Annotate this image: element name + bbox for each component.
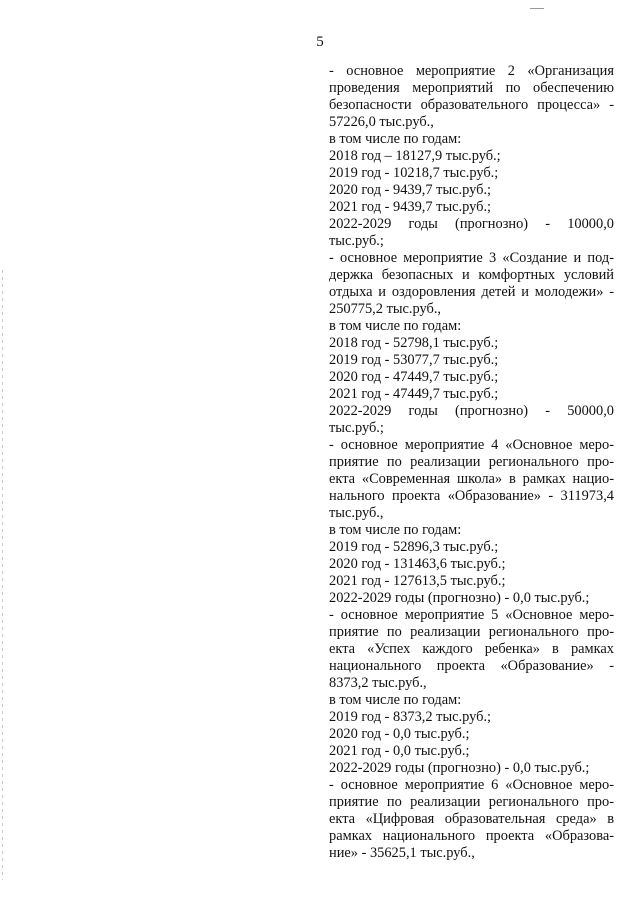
text-line: - основное мероприятие 5 «Основное меро- [329, 607, 614, 623]
text-line: проведения мероприятий по обеспечению [329, 80, 614, 96]
text-line: 2019 год - 53077,7 тыс.руб.; [329, 352, 499, 368]
text-line: 2022-2029 годы (прогнозно) - 0,0 тыс.руб.; [329, 760, 590, 776]
text-line: - основное мероприятие 6 «Основное меро- [329, 777, 614, 793]
text-line: 2021 год - 9439,7 тыс.руб.; [329, 199, 492, 215]
text-line: 8373,2 тыс.руб., [329, 675, 427, 691]
text-line: 2019 год - 10218,7 тыс.руб.; [329, 165, 499, 181]
text-line: екта «Успех каждого ребенка» в рамках [329, 641, 614, 657]
text-line: ние» - 35625,1 тыс.руб., [329, 845, 475, 861]
text-line: в том числе по годам: [329, 318, 462, 334]
page-number: 5 [316, 34, 324, 50]
text-line: 57226,0 тыс.руб., [329, 114, 434, 130]
text-line: безопасности образовательного процесса» - [329, 97, 614, 113]
text-line: приятие по реализации регионального про- [329, 624, 614, 640]
text-line: 2019 год - 8373,2 тыс.руб.; [329, 709, 492, 725]
text-line: 2018 год - 52798,1 тыс.руб.; [329, 335, 499, 351]
text-line: 2021 год - 127613,5 тыс.руб.; [329, 573, 506, 589]
text-line: тыс.руб.; [329, 420, 384, 436]
text-line: 2019 год - 52896,3 тыс.руб.; [329, 539, 499, 555]
text-line: 2020 год - 0,0 тыс.руб.; [329, 726, 470, 742]
text-line: тыс.руб., [329, 505, 384, 521]
text-line: екта «Цифровая образовательная среда» в [329, 811, 614, 827]
text-line: - основное мероприятие 2 «Организация [329, 63, 614, 79]
document-body-text [329, 63, 614, 862]
text-line: приятие по реализации регионального про- [329, 454, 614, 470]
text-line: 2022-2029 годы (прогнозно) - 0,0 тыс.руб.; [329, 590, 590, 606]
text-line: в том числе по годам: [329, 131, 462, 147]
scan-edge-artifact [2, 270, 3, 880]
scan-artifact-mark [530, 8, 544, 9]
text-line: - основное мероприятие 3 «Создание и под- [329, 250, 614, 266]
text-line: екта «Современная школа» в рамках нацио- [329, 471, 614, 487]
text-line: 2020 год - 131463,6 тыс.руб.; [329, 556, 506, 572]
text-line: рамках национального проекта «Образова- [329, 828, 614, 844]
text-line: в том числе по годам: [329, 522, 462, 538]
text-line: нального проекта «Образование» - 311973,4 [329, 488, 614, 504]
text-line: держка безопасных и комфортных условий [329, 267, 614, 283]
text-line: 2021 год - 47449,7 тыс.руб.; [329, 386, 499, 402]
text-line: 2021 год - 0,0 тыс.руб.; [329, 743, 470, 759]
text-line: 2020 год - 9439,7 тыс.руб.; [329, 182, 492, 198]
text-line: 2022-2029 годы (прогнозно) - 10000,0 [329, 216, 614, 232]
text-line: 2018 год – 18127,9 тыс.руб.; [329, 148, 501, 164]
text-line: - основное мероприятие 4 «Основное меро- [329, 437, 614, 453]
text-line: тыс.руб.; [329, 233, 384, 249]
text-line: приятие по реализации регионального про- [329, 794, 614, 810]
text-line: отдыха и оздоровления детей и молодежи» - [329, 284, 614, 300]
text-line: 2022-2029 годы (прогнозно) - 50000,0 [329, 403, 614, 419]
text-line: 250775,2 тыс.руб., [329, 301, 442, 317]
text-line: 2020 год - 47449,7 тыс.руб.; [329, 369, 499, 385]
text-line: в том числе по годам: [329, 692, 462, 708]
text-line: национального проекта «Образование» - [329, 658, 614, 674]
